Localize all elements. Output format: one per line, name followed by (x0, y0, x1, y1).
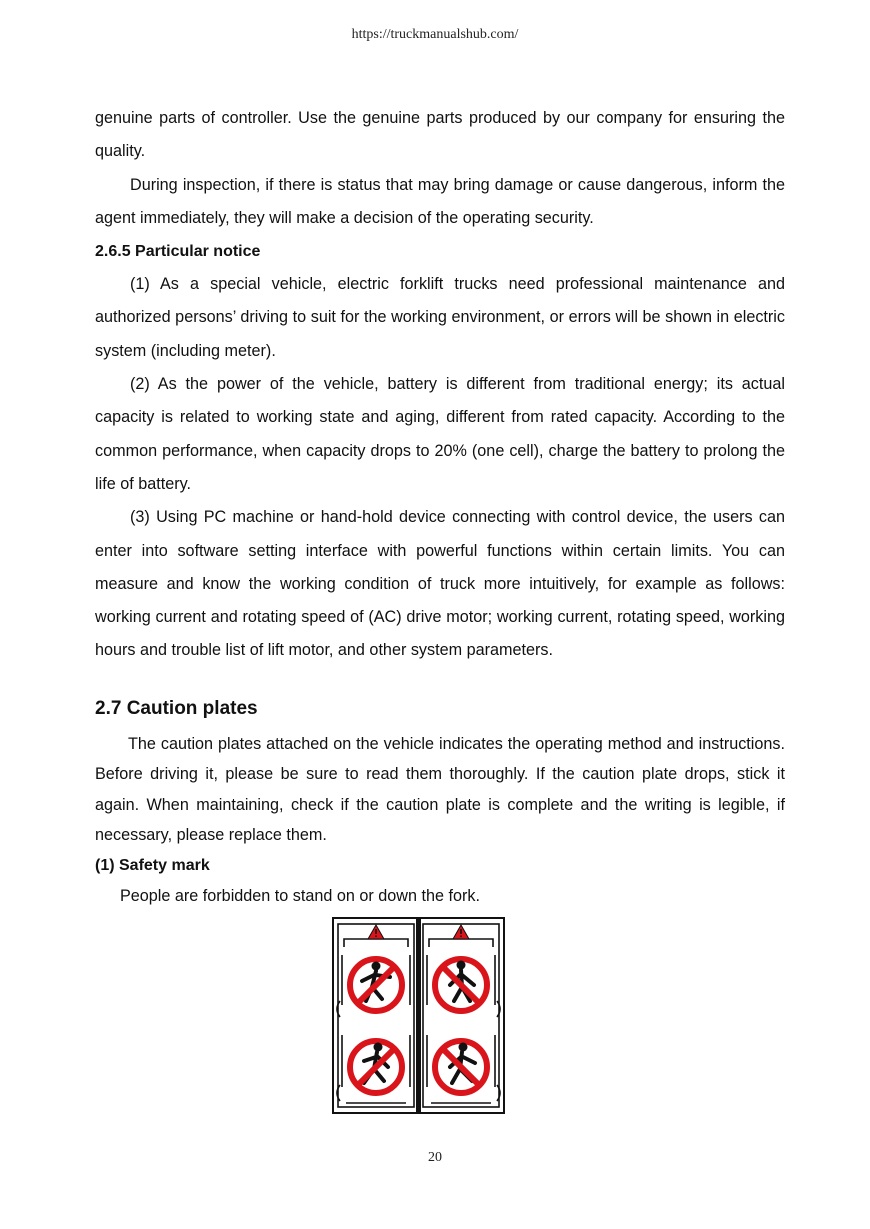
notice-item-3: (3) Using PC machine or hand-hold device connecting with control device, the users can enter into software setting interface with powerful functions within certain limits. You can measure and know the working condition of truck more intuitively, for example as follows: working current and rotating speed of (AC) drive motor; working current, rotating speed, working hours and trouble list of lift motor, and other system parameters. (95, 508, 785, 660)
body-text (95, 102, 785, 668)
heading-safety-mark: (1) Safety mark (95, 856, 210, 874)
caution-plates-intro: The caution plates attached on the vehicle indicates the operating method and instructions. Before driving it, please be sure to read them thoroughly. If the caution plate drops, stick it again. When maintaining, check if the caution plate is complete and the writing is legible, if necessary, please replace them. (95, 735, 785, 845)
caution-plates-section (95, 729, 785, 911)
no-standing-on-fork-sign-image (332, 917, 505, 1114)
prohibition-icon (350, 959, 402, 1011)
header-url[interactable]: https://truckmanualshub.com/ (351, 27, 519, 42)
prohibition-icon (350, 1041, 402, 1093)
notice-item-1: (1) As a special vehicle, electric forklift trucks need professional maintenance and authorized persons’ driving to suit for the working environment, or errors will be shown in electric system (including meter). (95, 275, 785, 360)
paragraph-inspection: During inspection, if there is status that may bring damage or cause dangerous, inform the agent immediately, they will make a decision of the operating security. (95, 175, 785, 227)
heading-particular-notice: 2.6.5 Particular notice (95, 243, 261, 261)
prohibition-icon (435, 959, 487, 1011)
prohibition-icon (435, 1041, 487, 1093)
page-number: 20 (428, 1150, 442, 1165)
notice-item-2: (2) As the power of the vehicle, battery is different from traditional energy; its actual capacity is related to working state and aging, different from rated capacity. According to the common performance, when capacity drops to 20% (one cell), charge the battery to prolong the life of battery. (95, 375, 785, 493)
paragraph-genuine-parts: genuine parts of controller. Use the genuine parts produced by our company for ensuring the quality. (95, 109, 785, 161)
safety-mark-text: People are forbidden to stand on or down the fork. (120, 887, 480, 906)
heading-caution-plates: 2.7 Caution plates (95, 698, 258, 719)
